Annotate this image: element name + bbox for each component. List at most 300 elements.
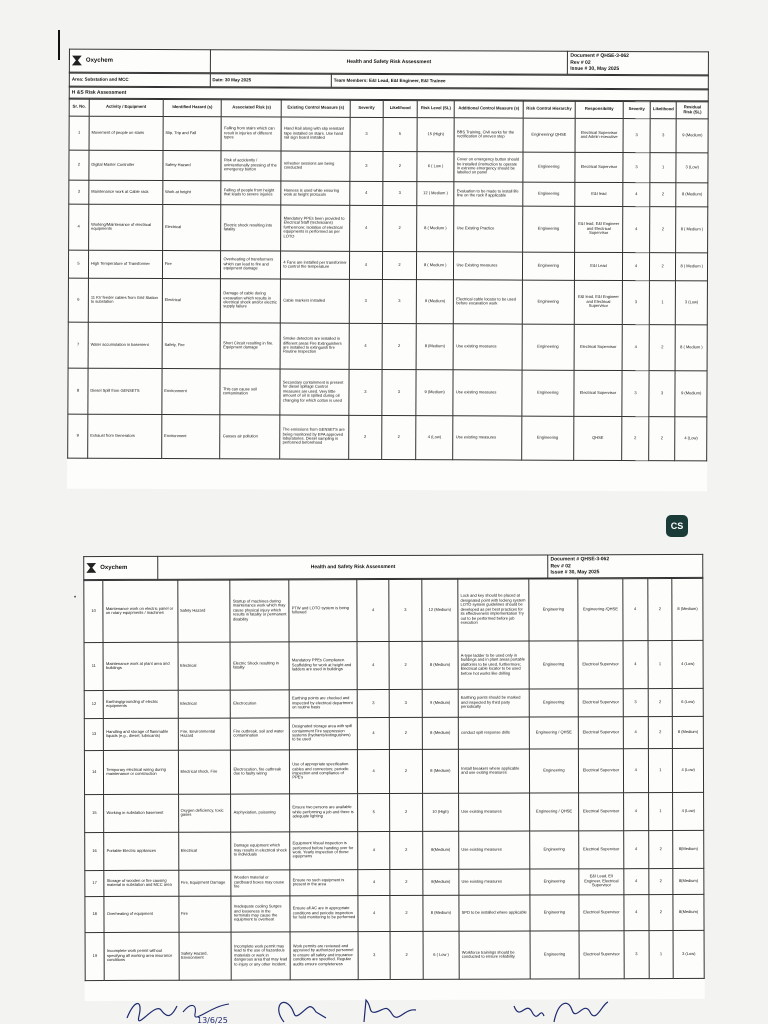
table-cell: Electrical [162, 278, 221, 322]
table-cell: 8 (Medium) [423, 895, 460, 931]
table-cell: Engineering [529, 748, 579, 792]
table-cell: 4 [624, 894, 649, 930]
table-cell: Overheating of transformers which can lead to fire and equipment damage [221, 250, 281, 278]
column-header: Likelihood [650, 101, 677, 118]
table-cell: 9 (Medium) [416, 279, 454, 323]
table-cell: 5 [68, 250, 88, 278]
table-cell: 4 [358, 869, 390, 895]
table-cell: Use existing measures [459, 831, 530, 869]
table-cell: 2 [382, 415, 416, 459]
table-cell: High Temperature of Transformer [88, 250, 162, 278]
table-cell: Use existing measures [459, 793, 530, 831]
table-row [69, 180, 708, 207]
table-cell: Engineering [529, 688, 579, 716]
table-cell: 1 [649, 930, 674, 978]
table-cell: 3 [624, 930, 649, 978]
table-cell: 4 (Low) [672, 640, 703, 688]
signature-3 [360, 996, 420, 1024]
table-cell: Causes air pollution [220, 414, 280, 458]
table-cell: 7 [68, 322, 88, 368]
table-cell: 5 [358, 793, 390, 831]
table-cell: 2 [648, 716, 673, 748]
table-cell: 3 [382, 279, 416, 323]
table-cell: 3 [350, 117, 383, 151]
table-cell: Working in substation basement [104, 794, 178, 832]
table-cell: Fire [178, 896, 231, 932]
table-row [85, 868, 704, 896]
table-cell: Electrical [178, 690, 231, 718]
table-cell: 13 [84, 718, 104, 750]
table-cell: 3 [650, 118, 677, 152]
table-cell: Engineering [530, 930, 580, 978]
table-cell: Inadequate cooling Surges and looseness in the terminals may cause the equipment to overheat [231, 895, 290, 931]
area-label: Area: Substation and MCC [69, 73, 210, 87]
table-cell: 8 [68, 368, 88, 414]
table-cell: 4 [624, 868, 649, 894]
signature-date: 13/6/25 [197, 1016, 228, 1024]
table-cell: 3 [349, 279, 382, 323]
table-cell: Risk of accidently / unintentionally pressing of the emergency button [221, 150, 281, 180]
table-cell: Fire, Equipment Damage [178, 870, 231, 896]
table-cell: 2 [382, 323, 416, 369]
table-cell: Use of appropriate specification cables and connectors; periodic inspection and compliance of PPE's [290, 749, 358, 793]
table-cell: 4 [349, 205, 382, 251]
table-cell: 2 [389, 641, 422, 689]
table-cell: E&I lead [575, 182, 624, 206]
table-cell: 8(Medium) [422, 831, 459, 869]
table-cell: Safety, Fire [162, 322, 221, 368]
table-cell: Electrical Supervisor [578, 716, 623, 748]
table-cell: 15 [85, 794, 105, 832]
column-header: Associated Risk (s) [222, 99, 282, 116]
table-cell: 3 [623, 152, 650, 182]
table-cell: 4 [622, 324, 649, 370]
table-cell: BBS Training, Civil works for the rectification of uneven step [454, 117, 523, 151]
company-name: Oxychem [85, 57, 113, 64]
table-cell: Engineering [529, 830, 579, 868]
table-cell: Cover on emergency button should be installed (instruction to operate in extreme emergency should be labelled on panel [454, 151, 523, 181]
table-cell: refresher sessions are being conducted [281, 151, 350, 181]
table-cell: Use Existing Practice [454, 205, 523, 251]
company-name: Oxychem [100, 564, 128, 571]
table-cell: Earthing points are checked and inspected by electrical department on routine basis [290, 689, 358, 717]
table-cell: Electrical cable locator to be used before excavation work [454, 279, 523, 323]
page1-header [69, 49, 709, 75]
doc-number: Document # QHSE-3-062 [550, 556, 610, 563]
table-cell: 2 [390, 831, 422, 869]
doc-rev: Rev # 02 [550, 562, 571, 569]
table-cell: Engineering [523, 182, 575, 206]
table-cell: 9 (Medium) [677, 118, 709, 152]
table-cell: 18 [85, 896, 105, 932]
table-cell: 6 ( Low ) [423, 931, 460, 979]
table-cell: Electric Shock resulting in fatality [231, 641, 290, 689]
table-row [68, 250, 707, 281]
table-cell: Oxygen deficiency, toxic gases [178, 794, 231, 832]
table-cell: Electrical Supervisor [578, 688, 623, 716]
table-cell: Electrical [178, 832, 231, 870]
table-cell: Incomplete work permit without specifying all working area insurance conditions [104, 932, 178, 980]
table-cell: Use Existing measures [454, 251, 522, 279]
table-cell: Work at height [163, 180, 222, 204]
table-cell: 4 [623, 578, 648, 640]
table-cell: 8 (Medium) [422, 717, 459, 749]
table-cell: Fire [162, 250, 221, 278]
table-cell: 2 [390, 749, 423, 793]
table-cell: Lock and key should be placed at designated point with locking system LOTO system guidelines should be developed as per best practices for its effectiveness implementation Try out to be performed before job execution [458, 579, 529, 641]
table-cell: Exhaust from Generators [88, 414, 162, 458]
table-cell: PTW and LOTO system is being followed [289, 579, 357, 641]
table-cell: 3 [357, 689, 389, 717]
table-cell: 14 [84, 750, 104, 794]
table-cell: 4 [358, 895, 390, 931]
table-cell: 15 (High) [417, 117, 455, 151]
table-cell: 4 (Low) [673, 748, 704, 792]
assessment-page-1 [67, 49, 709, 492]
table-cell: 4 [623, 252, 650, 280]
table-cell: 4 (Low) [416, 415, 454, 459]
camscanner-badge: CS [666, 515, 688, 537]
table-cell: Electrical Supervisor [579, 748, 624, 792]
table-row [85, 830, 704, 870]
table-cell: Electric shock resulting into fatality [221, 204, 281, 250]
table-cell: E&I lead, E&I Engineer and Electrical Supervisor [574, 206, 623, 252]
table-cell: 1 [648, 640, 673, 688]
table-cell: Workforce trainings should be conducted to ensure reliability. [459, 931, 530, 979]
table-cell: Work permits are reviewed and approved by authorized personnel to ensure all safety and insurance conditions are specified. Regular audits ensure completeness [290, 931, 358, 979]
date-label: Date: 30 May 2025 [210, 73, 331, 87]
table-cell: Designated storage area with spill containment Fire suppression systems (hydrants/extinguishers) to be used [290, 717, 358, 749]
table-cell: 4 [623, 182, 650, 206]
table-cell: 8(Medium) [673, 830, 704, 868]
table-cell: Cable markers installed [281, 279, 350, 323]
table-cell: SPD to be installed where applicable [459, 895, 530, 931]
table-cell: 17 [85, 870, 104, 896]
table-cell: QHSE [574, 416, 623, 460]
table-cell: 1 [650, 152, 677, 182]
table-cell: The emissions from GENSETS are being monitored by EPA approved laboratories. Diesel sampling is performed beforehand [280, 415, 349, 459]
doc-issue: Issue # 30, May 2025 [570, 65, 620, 73]
table-cell: Electrical [178, 642, 231, 690]
signature-4 [510, 996, 610, 1024]
table-row [85, 930, 704, 980]
table-cell: 2 [649, 206, 676, 252]
table-cell: 4 [349, 251, 382, 279]
table-cell: 2 [622, 416, 649, 460]
table-cell: Mandatory PPEs Compliance. Scaffolding for work at height and ladders are used in buildings [289, 641, 357, 689]
table-cell: Short Circuit resulting in fire. Equipment damage [221, 322, 281, 368]
table-cell: 16 [85, 832, 105, 870]
table-cell: 6 (Low) [672, 688, 703, 716]
table-cell: 3 [349, 369, 382, 415]
company-logo [72, 55, 208, 66]
column-header: Risk Level (SL) [417, 100, 455, 117]
table-cell: Electrical Supervisor and Admin executive [575, 118, 624, 152]
table-cell: Falling from stairs which can result in injuries of different types [221, 116, 281, 150]
table-cell: Use existing measures [453, 323, 522, 369]
table-cell: 8 (Medium) [672, 578, 703, 640]
signature-1 [125, 996, 235, 1024]
column-header: Risk Control Hierarchy [523, 101, 575, 118]
table-cell: Safety Hazard [177, 580, 230, 642]
table-cell: Engineering [529, 640, 579, 688]
table-cell: 2 [390, 717, 422, 749]
table-cell: A-type ladder to be used only in buildings and in plant areas portable platforms to be used, furthermore; Electrical cable locator to be used before hot works like drilling [458, 641, 529, 689]
table-cell: 2 [390, 869, 422, 895]
table-cell: 4 Fans are installed per transformer to control the temperature [281, 251, 349, 279]
table-cell: 4 [357, 717, 389, 749]
table-cell: Damage of cable during excavation which results in electrical shock and/or electric supply failure [221, 278, 281, 322]
table-cell: 6 ( Low ) [417, 151, 455, 181]
table-cell: Falling of people from height that leads to severe injuries [221, 180, 281, 204]
table-cell: Electrical Supervisor [579, 830, 624, 868]
table-cell: 8 ( Medium ) [676, 252, 708, 280]
table-cell: 9 [68, 414, 88, 458]
table-cell: 8 (Medium) [422, 749, 459, 793]
table-cell: Maintenance work on electric panel or on rotary equipments / machines [103, 580, 177, 642]
table-cell: Slip, Trip and Fall [163, 116, 222, 150]
section-title: H &S Risk Assessment [69, 87, 708, 101]
table-row [85, 894, 704, 932]
table-cell: Engineering [530, 894, 580, 930]
table-cell: Engineering [522, 370, 574, 416]
table-cell: 2 [650, 182, 677, 206]
doc-rev: Rev # 02 [570, 59, 591, 66]
oxychem-logo-icon [72, 55, 82, 65]
table-cell: 8 (Medium) [416, 323, 454, 369]
table-cell: 2 [348, 415, 381, 459]
oxychem-logo-icon [86, 563, 96, 573]
page2-header [83, 554, 703, 580]
table-cell: 9 (Medium) [675, 370, 707, 416]
table-cell: Fire, Environmental Hazard [178, 718, 231, 750]
table-row [84, 688, 703, 718]
table-row [84, 716, 703, 750]
table-cell: Electrocution [231, 689, 290, 717]
table-cell: 4 [358, 831, 390, 869]
table-cell: Wooden material or cardboard boxes may cause fire [231, 869, 290, 895]
table-cell: Diesel Spill from GENSETS [88, 368, 162, 414]
table-cell: Equipment Visual inspection is performed before handing over for work. Yearly inspection of those equipmens [290, 831, 358, 869]
table-row [84, 578, 703, 642]
table-cell: 8 (Medium) [422, 641, 459, 689]
column-header: Existing Control Measure (s) [282, 100, 350, 117]
table-cell: 10 (High) [422, 793, 459, 831]
table-row [85, 792, 704, 832]
margin-dot: • [74, 595, 77, 601]
doc-issue: Issue # 30, May 2025 [550, 569, 600, 576]
column-header: Identified Hazard (s) [163, 99, 222, 116]
table-cell: This can cause soil contamination [220, 368, 280, 414]
table-cell: 8(Medium) [673, 894, 704, 930]
table-cell: 3 (Low) [673, 930, 704, 978]
table-cell: Electrical Supervisor [574, 324, 623, 370]
column-header: Sr. No. [69, 99, 89, 116]
table-cell: 3 [69, 180, 89, 204]
column-header: Likelihood [383, 100, 417, 117]
column-header: Activity / Equipment [89, 99, 163, 116]
table-cell: conduct spill response drills [458, 717, 529, 749]
table-cell: Evaluation to be made to install life line on the rack if applicable [454, 181, 522, 205]
table-cell: 8 ( Medium ) [416, 205, 454, 251]
table-cell: Safety Hazard, Environment [179, 932, 232, 980]
doc-number: Document # QHSE-3-062 [570, 52, 629, 60]
table-cell: Engineering [522, 324, 574, 370]
table-cell: Engineering / QHSE [529, 716, 579, 748]
table-cell: Electrical shock, Fire [178, 750, 231, 794]
table-cell: Engineering / QHSE [529, 792, 579, 830]
table-cell: 4 [69, 204, 89, 250]
table-cell: 3 [358, 931, 391, 979]
table-cell: 3 [383, 181, 417, 205]
table-cell: Electrical [162, 204, 221, 250]
table-cell: Asphyxiation, poisoning [231, 793, 290, 831]
table-cell: E&I Lead [574, 252, 623, 280]
table-cell: 4 [350, 181, 383, 205]
table-cell: Electrical Supervisor [579, 930, 624, 978]
table-cell: 2 [649, 324, 676, 370]
table-cell: Electrocution, fire outbreak due to faulty wiring [231, 749, 290, 793]
table-cell: Storage of wooden or fire causing material in substation and MCC area [104, 870, 178, 896]
table-cell: 4 [349, 323, 382, 369]
table-cell: 3 [382, 369, 416, 415]
table-row [69, 116, 708, 153]
table-row [68, 414, 707, 461]
table-cell: 2 [648, 868, 673, 894]
table-cell: 4 [623, 748, 648, 792]
table-cell: 2 [383, 151, 417, 181]
table-cell: Secondary containment is present for diesel spillage Control measures are used. Very little amount of oil is spilled during oil changing for which cotton is used [280, 369, 349, 415]
table-cell: Earthing points should be marked and inspected by third party periodically [458, 689, 529, 717]
table-cell: Ensure all AC are in appropriate conditions and periodic inspection for hold monitoring to be performed [290, 895, 358, 931]
table-cell: Electrical Supervisor [579, 792, 624, 830]
table-cell: Harness is used while ensuring work at height protocols [281, 181, 349, 205]
table-cell: Smoke detectors are installed in different areas Fire Extinguishers are installed to extinguish fire Routine Inspection [280, 323, 349, 369]
table-cell: Damage equipment which may results in electrical shock to individuals [231, 831, 290, 869]
table-cell: 10 [84, 580, 104, 642]
table-cell: Digital Master Controller [89, 150, 163, 180]
table-cell: 2 [382, 251, 416, 279]
table-cell: 1 [69, 116, 89, 150]
table-cell: Startup of machines during maintenance work which may cause physical injury which results in fatality or permanent disability [230, 579, 289, 641]
document-meta [548, 554, 703, 577]
table-cell: Electrical Supervisor [575, 152, 624, 182]
document-title: Health and Safety Risk Assessment [210, 50, 568, 74]
table-cell: Handling and storage of flammable liquids (e.g., diesel, lubricants) [104, 718, 178, 750]
table-cell: Ensure no such equipment is present in the area [290, 869, 358, 895]
column-header: Responsibility [575, 101, 623, 118]
table-cell: Temporary electrical wiring during maintenance or construction [104, 750, 178, 794]
table-cell: Water accumulation in basement [88, 322, 162, 368]
table-cell: Electrical Supervisor [574, 370, 623, 416]
table-cell: Engineering [529, 578, 579, 640]
table-cell: Incomplete work permit may lead to the use of hazardous materials or work in dangerous area that may lead to injury or any other incident. [232, 931, 291, 979]
table-cell: 4 (Low) [675, 416, 707, 460]
table-cell: Engineering [522, 206, 574, 252]
column-header: Residual Risk (SL) [677, 101, 709, 118]
table-cell: Use existing measures [453, 415, 522, 459]
table-cell: Install breakers where applicable and use exiting measures [459, 749, 530, 793]
table-cell: 4 [357, 641, 390, 689]
table-cell: 12 (Medium) [421, 579, 458, 641]
table-cell: 8(Medium) [423, 869, 460, 895]
table-cell: 2 [390, 931, 423, 979]
table-cell: 3 (Low) [676, 280, 708, 324]
table-cell: 12 ( Medium ) [417, 181, 455, 205]
table-cell: Hand Rail along with slip resistant tape installed on stairs. Use hand rail sign board installed [281, 117, 350, 151]
table-cell: 2 [383, 205, 417, 251]
table-row [68, 278, 707, 325]
table-cell: 2 [390, 793, 422, 831]
column-header: Severity [350, 100, 383, 117]
signature-2 [270, 996, 330, 1024]
table-cell: 3 [649, 370, 676, 416]
table-cell: Engineering [523, 152, 575, 182]
table-cell: 4 [357, 749, 390, 793]
table-cell: 3 [350, 151, 383, 181]
pen-mark [58, 30, 60, 60]
team-label: Team Members: E&I Lead, E&I Engineer, E&I Trainee [331, 74, 708, 89]
table-cell: 8 ( Medium ) [416, 251, 454, 279]
table-cell: Movement of people on stairs [89, 116, 163, 150]
table-row [84, 748, 703, 794]
table-cell: Fire outbreak, soil and water contamination [231, 717, 290, 749]
table-cell: 8 ( Medium ) [676, 324, 708, 370]
document-meta [568, 51, 709, 74]
table-cell: Maintenance work at Cable rack [89, 180, 163, 204]
table-cell: Portable Electric appliances [104, 832, 178, 870]
table-row [69, 204, 708, 253]
table-cell: 3 (Low) [676, 152, 708, 182]
table-cell: Electrical Supervisor [578, 640, 623, 688]
risk-table-page2 [83, 577, 704, 980]
table-cell: 4 (Low) [673, 792, 704, 830]
table-cell: Use existing measures [459, 869, 530, 895]
table-cell: Environment [162, 368, 221, 414]
table-cell: 8 (Medium) [673, 716, 704, 748]
table-cell: E&I Lead, E/I Engineer, Electrical Supervisor [579, 868, 624, 894]
table-cell: 8(Medium) [673, 868, 704, 894]
table-cell: 4 [357, 579, 390, 641]
table-cell: 2 [648, 830, 673, 868]
table-cell: 1 [649, 280, 676, 324]
table-cell: 2 [390, 895, 422, 931]
table-cell: 5 [383, 117, 417, 151]
table-cell: 3 [390, 689, 422, 717]
table-cell: 1 [648, 748, 673, 792]
table-cell: Engineering [522, 280, 574, 324]
table-cell: Working/Maintenance of electrical equipments [89, 204, 163, 250]
table-cell: 3 [623, 118, 650, 152]
assessment-page-2 [83, 554, 705, 1001]
table-cell: 4 [623, 716, 648, 748]
table-cell: 2 [647, 578, 672, 640]
column-header: Severity [623, 101, 650, 118]
table-cell: E&I lead, E&I Engineer and Electrical Supervisor [574, 280, 623, 324]
table-cell: Ensure two persons are available while performing a job and there is adequate lighting [290, 793, 358, 831]
table-cell: 8 (Medium) [676, 182, 708, 206]
table-cell: 11 KV feeder cables from Grid Station to substation [88, 278, 162, 322]
table-cell: Maintenance work at plant area and buildings [103, 642, 177, 690]
table-cell: 9 (Medium) [416, 369, 454, 415]
table-cell: Engineering [530, 868, 580, 894]
table-cell: Safety Hazard [163, 150, 222, 180]
table-cell: Electrical Supervisor [579, 894, 624, 930]
table-cell: Earthing/grounding of electric equipments [104, 690, 178, 718]
table-cell: 3 [622, 370, 649, 416]
table-cell: Engineering [521, 416, 573, 460]
table-cell: Use existing measures [453, 369, 522, 415]
